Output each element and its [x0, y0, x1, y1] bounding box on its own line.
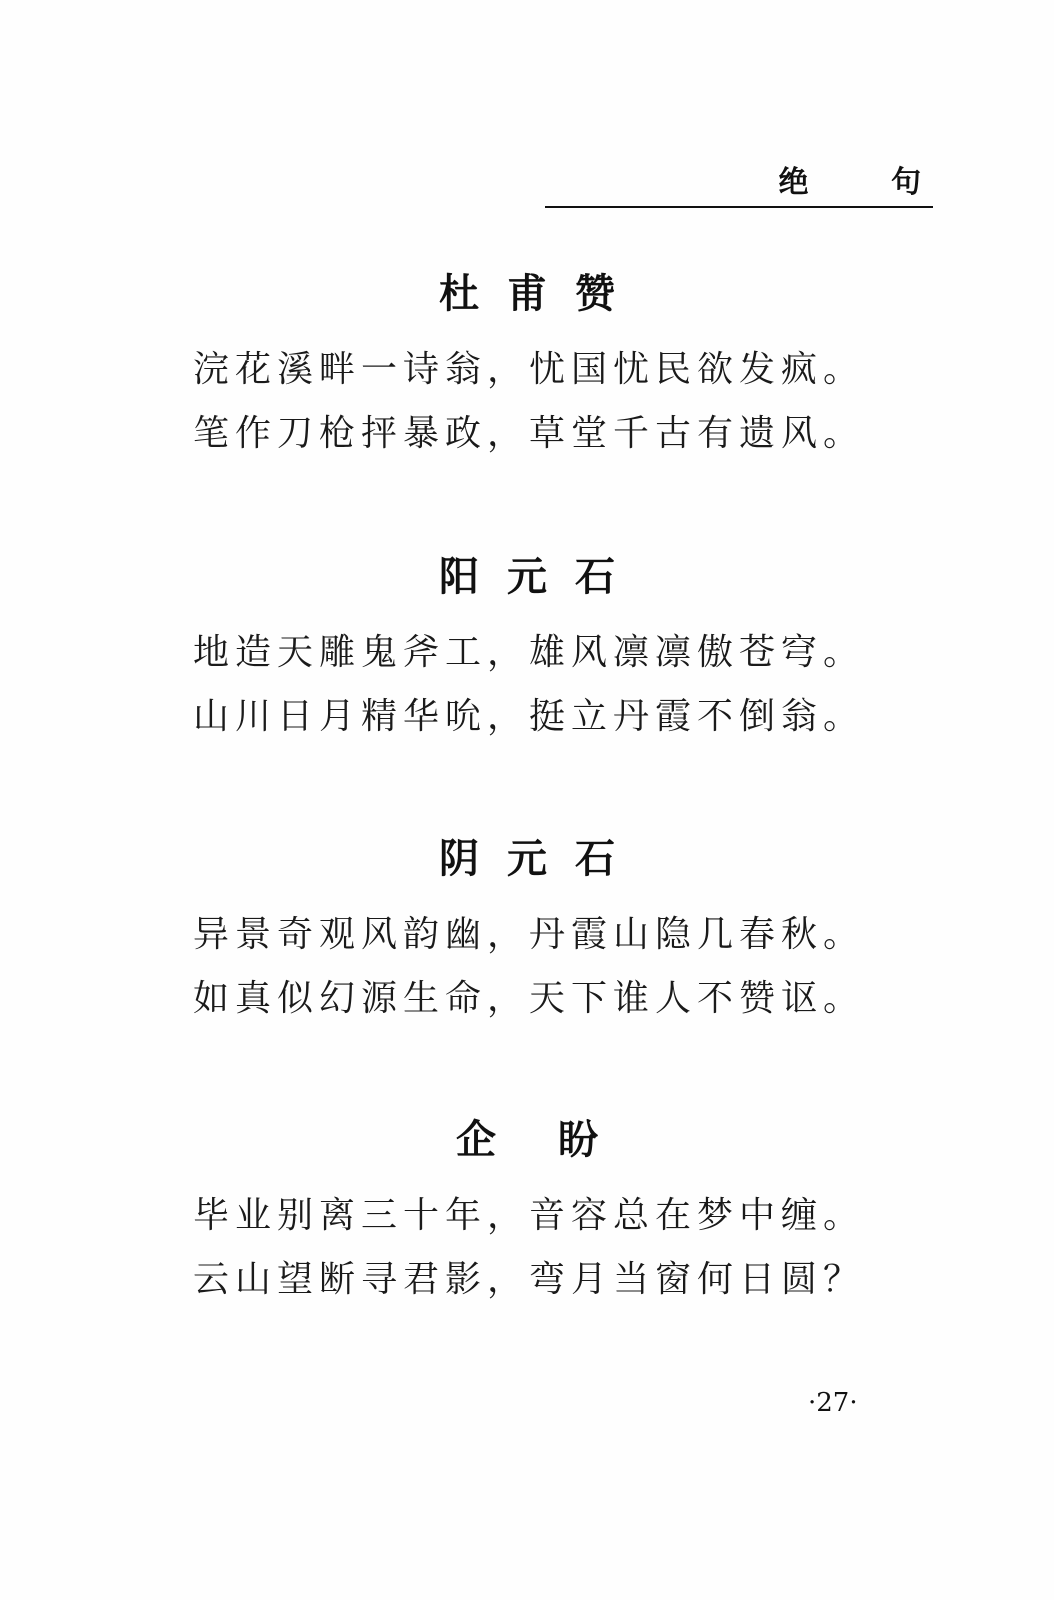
running-header: [545, 162, 957, 208]
header-rule: [545, 206, 933, 208]
poem-line: 异景奇观风韵幽，丹霞山隐几春秋。: [193, 914, 866, 955]
poem-line: 山川日月精华吮，挺立丹霞不倒翁。: [193, 696, 866, 737]
poem-line: 笔作刀枪抨暴政，草堂千古有遗风。: [193, 413, 866, 454]
poem-line: 毕业别离三十年，音容总在梦中缠。: [193, 1195, 866, 1236]
poem-line: 如真似幻源生命，天下谁人不赞讴。: [193, 978, 866, 1019]
poem-title: 阳元石: [439, 554, 643, 600]
poem-line: 浣花溪畔一诗翁，忧国忧民欲发疯。: [193, 349, 866, 390]
poem-title: 阴元石: [439, 836, 643, 882]
poem-line: 云山望断寻君影，弯月当窗何日圆？: [193, 1259, 866, 1300]
poem-title: 企盼: [456, 1117, 660, 1163]
poem-line: 地造天雕鬼斧工，雄风凛凛傲苍穹。: [193, 632, 866, 673]
page-number: ·27·: [808, 1388, 858, 1418]
section-title: 绝 句: [778, 165, 957, 200]
poem-title: 杜甫赞: [439, 271, 643, 317]
